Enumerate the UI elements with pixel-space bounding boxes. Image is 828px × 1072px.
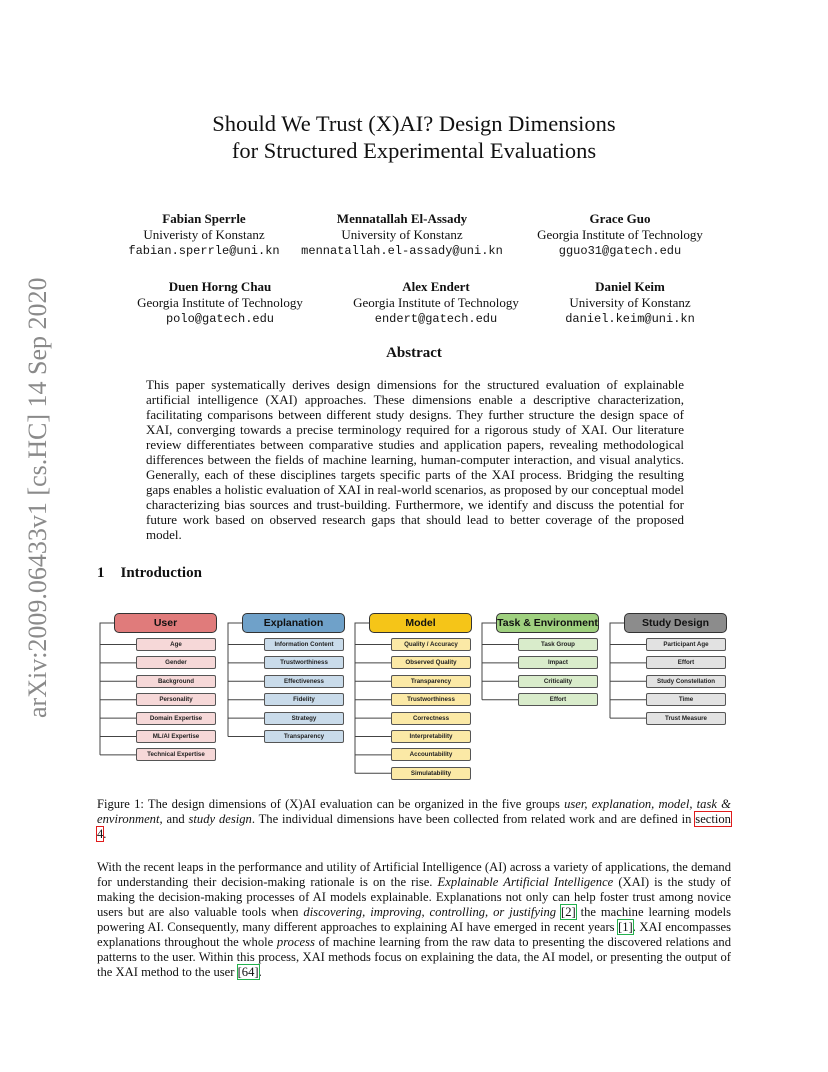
dimension-model-transparency: Transparency — [391, 675, 471, 688]
dimension-task-environment-impact: Impact — [518, 656, 598, 669]
section-number: 1 — [97, 565, 105, 581]
body-text: (XAI) is the study of making the decision-making processes of AI models explainable. Explanations not only can help foster trust among novice users but are also valuable tools when — [97, 875, 731, 919]
dimension-explanation-transparency: Transparency — [264, 730, 344, 743]
group-connector — [100, 623, 114, 755]
group-header-task-environment: Task & Environment — [496, 613, 599, 633]
author-email[interactable]: polo@gatech.edu — [165, 312, 275, 326]
abstract-heading: Abstract — [386, 345, 442, 361]
body-text: . — [258, 965, 262, 979]
author-name: Daniel Keim — [595, 279, 665, 294]
author-block — [100, 279, 340, 327]
author-affiliation: University of Konstanz — [341, 227, 463, 242]
dimension-user-age: Age — [136, 638, 216, 651]
author-affiliation: Georgia Institute of Technology — [137, 295, 303, 310]
body-italic: Explainable Artificial Intelligence — [437, 875, 614, 889]
section-title: Introduction — [120, 565, 202, 581]
author-email[interactable]: daniel.keim@uni.kn — [565, 312, 695, 326]
body-italic: process — [276, 935, 315, 949]
author-affiliation: Univeristy of Konstanz — [143, 227, 265, 242]
citation-link[interactable]: [64] — [237, 965, 259, 979]
body-italic: discovering, improving, controlling, or justifying — [303, 905, 557, 919]
caption-text: Figure 1: The design dimensions of (X)AI evaluation can be organized in the five groups — [97, 797, 565, 811]
citation-link[interactable]: [1] — [618, 920, 633, 934]
author-affiliation: Georgia Institute of Technology — [353, 295, 519, 310]
dimension-task-environment-task-group: Task Group — [518, 638, 598, 651]
caption-study-design: study design — [188, 812, 252, 826]
dimension-model-trustworthiness: Trustworthiness — [391, 693, 471, 706]
group-connector — [355, 623, 369, 773]
title-line-2: for Structured Experimental Evaluations — [231, 138, 597, 163]
section-heading — [97, 565, 202, 582]
figure-caption — [97, 797, 731, 842]
intro-paragraph — [97, 860, 731, 980]
dimension-user-gender: Gender — [136, 656, 216, 669]
body-text: With the recent leaps in the performance and utility of Artificial Intelligence (AI) across a variety of applications, the demand for understanding their decision-making rationale is on the rise. — [97, 860, 731, 889]
author-name: Mennatallah El-Assady — [336, 211, 468, 226]
caption-groups: user, explanation, model, task & environment, — [97, 797, 731, 826]
group-connector — [228, 623, 242, 737]
body-text: . XAI encompasses explanations throughout the whole — [97, 920, 732, 949]
dimension-study-design-trust-measure: Trust Measure — [646, 712, 726, 725]
dimension-user-domain-expertise: Domain Expertise — [136, 712, 216, 725]
caption-text: and — [162, 812, 189, 826]
abstract-text: This paper systematically derives design dimensions for the structured evaluation of explainable artificial intelligence (XAI) approaches. These dimensions enable a descriptive characterization, facilitating comparisons between different study designs. They further structure the design space of XAI, converging towards a precise terminology required for a rigorous study of XAI. Our literature review differentiates between comparative studies and application papers, revealing methodological differences between the fields of machine learning, human-computer interaction, and visual analytics. Generally, each of these disciplines targets specific parts of the XAI process. Bridging the resulting gaps enables a holistic evaluation of XAI in real-world scenarios, as proposed by our conceptual model characterizing bias sources and trust-building. Furthermore, we identify and discuss the potential for future work based on observed research gaps that should lead to better coverage of the proposed model. — [146, 377, 684, 542]
author-affiliation: University of Konstanz — [569, 295, 691, 310]
dimension-model-simulatability: Simulatability — [391, 767, 471, 780]
dimension-explanation-strategy: Strategy — [264, 712, 344, 725]
dimension-user-background: Background — [136, 675, 216, 688]
dimension-user-ml-ai-expertise: ML/AI Expertise — [136, 730, 216, 743]
dimension-task-environment-effort: Effort — [518, 693, 598, 706]
dimension-user-technical-expertise: Technical Expertise — [136, 748, 216, 761]
author-name: Alex Endert — [402, 279, 470, 294]
group-connector — [482, 623, 496, 700]
title-line-1: Should We Trust (X)AI? Design Dimensions — [212, 111, 616, 136]
dimension-study-design-participant-age: Participant Age — [646, 638, 726, 651]
arxiv-stamp: arXiv:2009.06433v1 [cs.HC] 14 Sep 2020 — [23, 277, 52, 718]
caption-text: . The individual dimensions have been collected from related work and are defined in — [251, 812, 696, 826]
dimension-study-design-effort: Effort — [646, 656, 726, 669]
dimension-study-design-time: Time — [646, 693, 726, 706]
design-dimensions-figure — [97, 610, 731, 785]
author-name: Grace Guo — [589, 211, 651, 226]
author-block — [500, 211, 740, 259]
caption-text: . — [103, 827, 107, 841]
paper-title — [0, 110, 828, 164]
author-name: Fabian Sperrle — [162, 211, 246, 226]
author-name: Duen Horng Chau — [168, 279, 272, 294]
dimension-model-interpretability: Interpretability — [391, 730, 471, 743]
body-text: of machine learning from the raw data to presenting the discovered relations and patterns to the user. Within this process, XAI methods focus on explaining the data, the AI model, or presenting the output of the XAI method to the user — [97, 935, 731, 979]
citation-link[interactable]: [2] — [561, 905, 576, 919]
author-email[interactable]: fabian.sperrle@uni.kn — [128, 244, 280, 258]
dimension-explanation-information-content: Information Content — [264, 638, 344, 651]
body-text: the machine learning models powering AI. Consequently, many different approaches to explaining AI have emerged in recent years — [97, 905, 731, 934]
dimension-task-environment-criticality: Criticality — [518, 675, 598, 688]
dimension-study-design-study-constellation: Study Constellation — [646, 675, 726, 688]
author-email[interactable]: mennatallah.el-assady@uni.kn — [301, 244, 503, 258]
section-link[interactable]: section 4 — [97, 812, 731, 841]
author-email[interactable]: endert@gatech.edu — [374, 312, 498, 326]
dimension-explanation-effectiveness: Effectiveness — [264, 675, 344, 688]
author-block — [282, 211, 522, 259]
dimension-model-observed-quality: Observed Quality — [391, 656, 471, 669]
group-header-study-design: Study Design — [624, 613, 727, 633]
author-block — [510, 279, 750, 327]
group-header-explanation: Explanation — [242, 613, 345, 633]
dimension-explanation-trustworthiness: Trustworthiness — [264, 656, 344, 669]
dimension-explanation-fidelity: Fidelity — [264, 693, 344, 706]
author-affiliation: Georgia Institute of Technology — [537, 227, 703, 242]
group-header-model: Model — [369, 613, 472, 633]
dimension-model-correctness: Correctness — [391, 712, 471, 725]
dimension-model-quality-accuracy: Quality / Accuracy — [391, 638, 471, 651]
dimension-user-personality: Personality — [136, 693, 216, 706]
group-header-user: User — [114, 613, 217, 633]
author-email[interactable]: gguo31@gatech.edu — [558, 244, 682, 258]
dimension-model-accountability: Accountability — [391, 748, 471, 761]
group-connector — [610, 623, 624, 718]
